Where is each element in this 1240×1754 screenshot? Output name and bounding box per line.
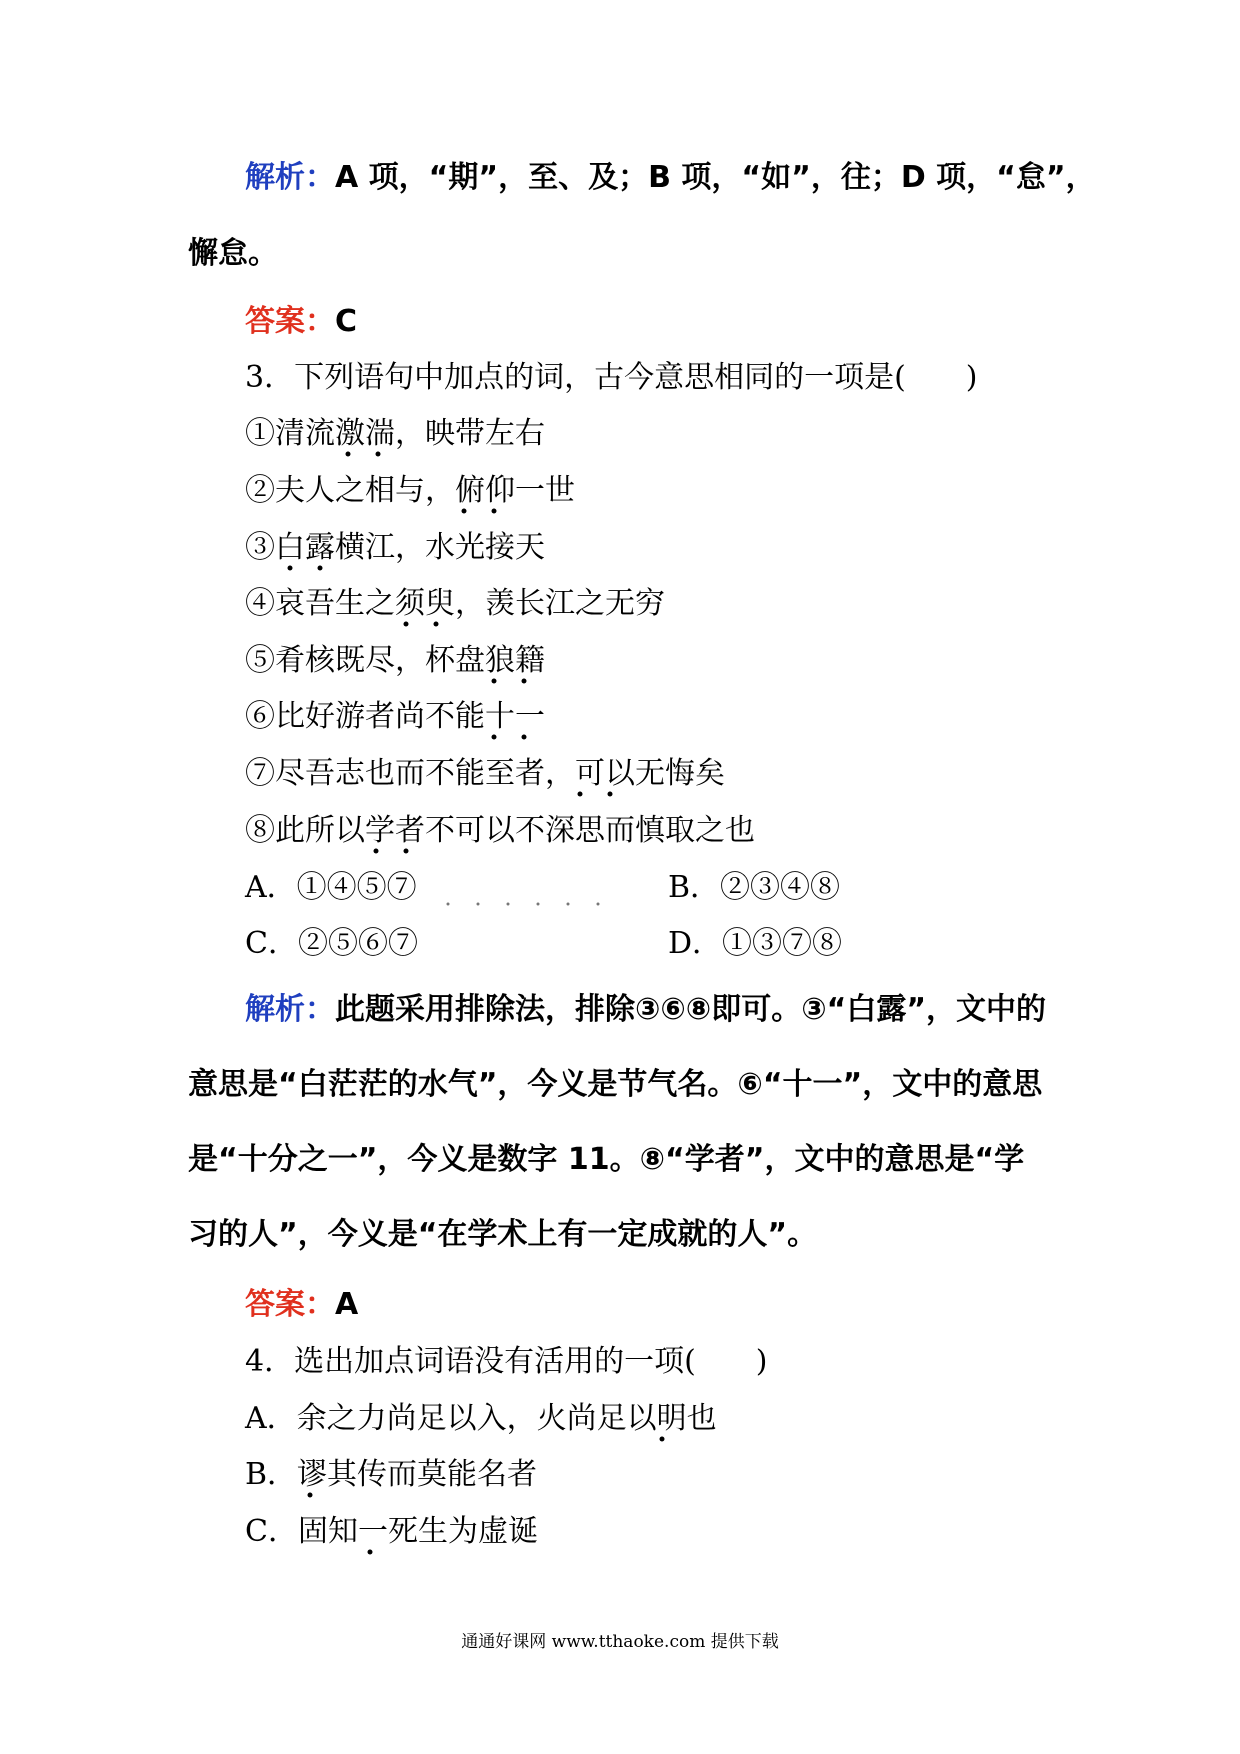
answer-value: A <box>335 1287 359 1322</box>
analysis-2-line-3: 是“十分之一”，今义是数字 11。⑧“学者”，文中的意思是“学 <box>188 1142 1025 1177</box>
q4-option-c: C．固知一死生为虚诞 <box>245 1514 538 1549</box>
q3-item-5: ⑤肴核既尽，杯盘狼籍 <box>245 643 545 678</box>
q3-item-7: ⑦尽吾志也而不能至者，可以无悔矣 <box>245 756 725 791</box>
q3-option-c: C．②⑤⑥⑦ <box>245 926 418 961</box>
q3-option-a: A．①④⑤⑦ <box>245 870 417 905</box>
q3-item-8: ⑧此所以学者不可以不深思而慎取之也 <box>245 813 755 848</box>
analysis-2-line-4: 习的人”，今义是“在学术上有一定成就的人”。 <box>188 1217 818 1252</box>
question-4-stem: 4．选出加点词语没有活用的一项( ) <box>245 1344 768 1379</box>
analysis-label: 解析： <box>245 992 335 1027</box>
answer-label: 答案： <box>245 304 335 339</box>
q3-item-6: ⑥比好游者尚不能十一 <box>245 699 545 734</box>
q3-item-2: ②夫人之相与，俯仰一世 <box>245 473 575 508</box>
q3-item-4: ④哀吾生之须臾，羡长江之无穷 <box>245 586 665 621</box>
analysis-text: 此题采用排除法，排除③⑥⑧即可。③“白露”，文中的 <box>335 992 1047 1027</box>
analysis-1-line-2: 懈怠。 <box>188 236 278 271</box>
q3-option-b: B．②③④⑧ <box>668 870 841 905</box>
q3-item-3: ③白露横江，水光接天 <box>245 530 545 565</box>
answer-label: 答案： <box>245 1287 335 1322</box>
analysis-2-line-2: 意思是“白茫茫的水气”，今义是节气名。⑥“十一”，文中的意思 <box>188 1067 1043 1102</box>
q3-option-d: D．①③⑦⑧ <box>668 926 843 961</box>
question-3-stem: 3．下列语句中加点的词，古今意思相同的一项是( ) <box>245 360 978 395</box>
analysis-label: 解析： <box>245 160 335 195</box>
q4-option-b: B．谬其传而莫能名者 <box>245 1457 538 1492</box>
answer-value: C <box>335 304 358 339</box>
q4-option-a: A．余之力尚足以入，火尚足以明也 <box>245 1401 717 1436</box>
footer-credit: 通通好课网 www.tthaoke.com 提供下载 <box>461 1632 779 1652</box>
analysis-text: A 项，“期”，至、及；B 项，“如”，往；D 项，“怠”， <box>335 160 1096 195</box>
q3-item-1: ①清流激湍，映带左右 <box>245 416 545 451</box>
